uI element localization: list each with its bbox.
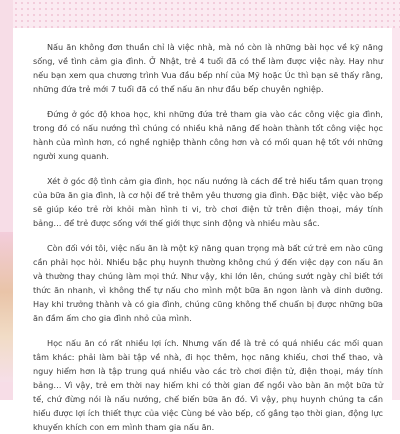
- article-body: [33, 40, 383, 434]
- paragraph-1: Nấu ăn không đơn thuần chỉ là việc nhà, mà nó còn là những bài học về kỹ năng sống, về tình cảm gia đình. Ở Nhật, trẻ 4 tuổi đã có thể làm được việc này. Hay như nếu bạn xem qua chương trình Vua đầu bếp nhí của Mỹ hoặc Úc thì bạn sẽ thấy rằng, những đứa trẻ mới 7 tuổi đã có thể nấu ăn như đầu bếp chuyên nghiệp.: [33, 42, 383, 94]
- paragraph-5: Học nấu ăn có rất nhiều lợi ích. Nhưng vấn đề là trẻ có quá nhiều các mối quan tâm khác: phải làm bài tập về nhà, đi học thêm, học năng khiếu, chơi thể thao, và nguy hiểm hơn là tập trung quá nhiều vào các trò chơi điện tử, điện thoại, máy tính bảng… Vì vậy, trẻ em thời nay hiếm khi có thời gian để ngồi vào bàn ăn một bữa tử tế, chứ đừng nói là nấu nướng, chế biến bữa ăn đó. Vì vậy, phụ huynh chúng ta cần hiểu được lợi ích thiết thực của việc Cùng bé vào bếp, cố gắng tạo thời gian, động lực khuyến khích con em mình tham gia nấu ăn.: [33, 338, 383, 432]
- paragraph-3: Xét ở góc độ tình cảm gia đình, học nấu nướng là cách để trẻ hiểu tầm quan trọng của bữa ăn gia đình, là cơ hội để trẻ thêm yêu thương gia đình. Đặc biệt, việc vào bếp sẽ giúp kéo trẻ rời khỏi màn hình ti vi, trò chơi điện tử trên điện thoại, máy tính bảng… để trẻ được sống với thế giới thực sinh động và nhiều màu sắc.: [33, 176, 383, 228]
- left-photo-strip: [0, 232, 13, 382]
- right-decorative-border: [392, 28, 400, 400]
- paragraph-2: Đứng ở góc độ khoa học, khi những đứa trẻ tham gia vào các công việc gia đình, trong đó có nấu nướng thì chúng có nhiều khả năng để hoàn thành tốt công việc học hành của mình hơn, có nghề nghiệp thành công hơn và có mối quan hệ tốt với những người xung quanh.: [33, 109, 383, 161]
- top-decorative-band: [13, 0, 400, 28]
- paragraph-4: Còn đối với tôi, việc nấu ăn là một kỹ năng quan trọng mà bất cứ trẻ em nào cũng cần phải học hỏi. Nhiều bậc phụ huynh thường không chú ý đến việc dạy con nấu ăn và thường thay chúng làm mọi thứ. Như vậy, khi lớn lên, chúng sướt ngày chỉ biết tới thức ăn nhanh, vì không thể tự nấu cho mình một bữa ăn ngon lành và dinh dưỡng. Hay khi trưởng thành và có gia đình, chúng cũng không thể chuẩn bị được những bữa ăn đầm ấm cho gia đình nhỏ của mình.: [33, 243, 383, 323]
